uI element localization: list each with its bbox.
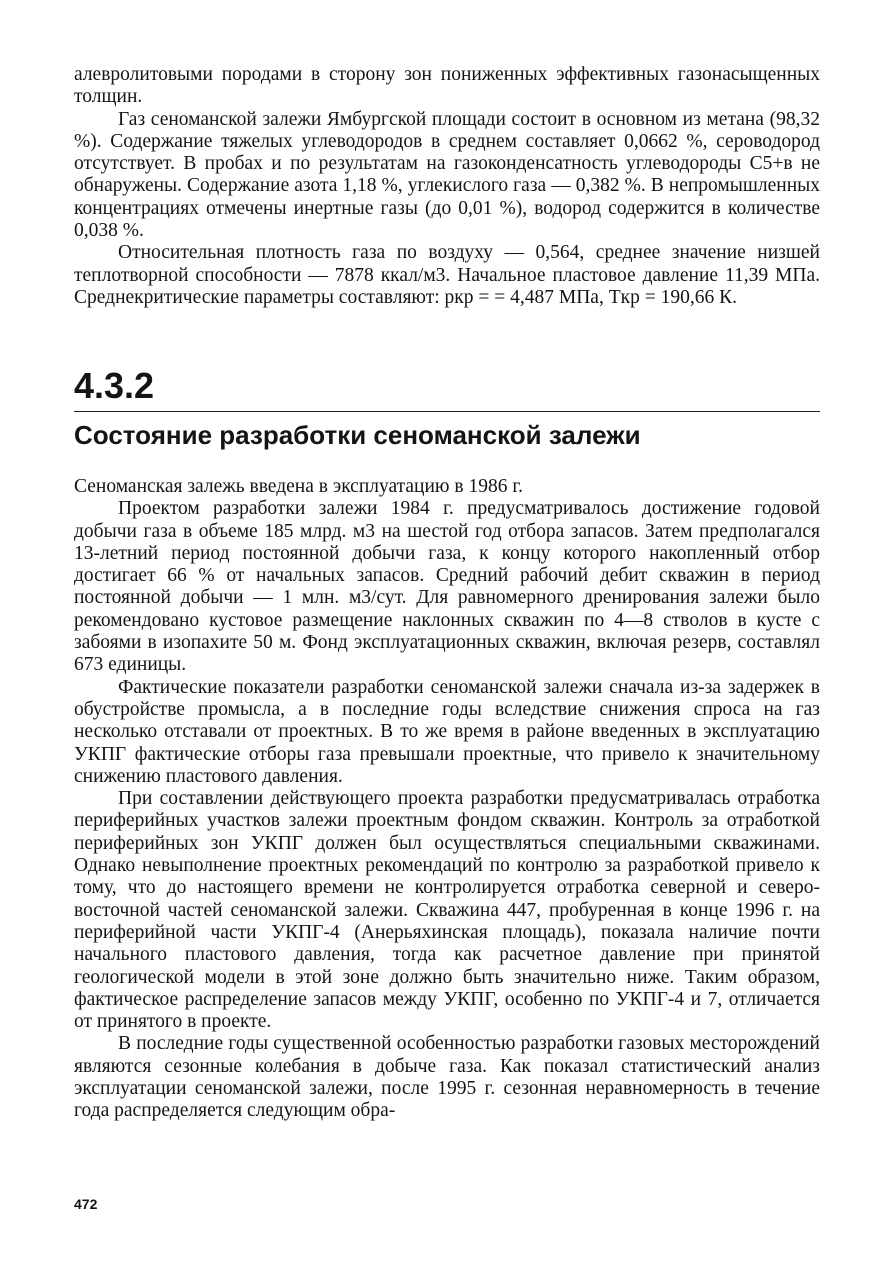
section-divider [74, 411, 820, 412]
section-number: 4.3.2 [74, 365, 155, 406]
paragraph-seasonal: В последние годы существенной особенностью разработки газовых месторождений являются сезонные колебания в добыче газа. Как показал статистический анализ эксплуатации сеноманской залежи, после 1995 г. сезонная неравномерность в течение года распределяется следующим обра- [74, 1033, 820, 1122]
paragraph-gas-properties: Относительная плотность газа по воздуху — 0,564, среднее значение низшей теплотворной способности — 7878 ккал/м3. Начальное пластовое давление 11,39 МПа. Среднекритические параметры составляют: pкр = = 4,487 МПа, Tкр = 190,66 К. [74, 242, 820, 308]
text-column-main [74, 476, 820, 1123]
section-title: Состояние разработки сеноманской залежи [74, 420, 641, 450]
paragraph-actual-indicators: Фактические показатели разработки сеноманской залежи сначала из-за задержек в обустройстве промысла, а в последние годы вследствие снижения спроса на газ несколько отставали от проектных. В то же время в районе введенных в эксплуатацию УКПГ фактические отборы газа превышали проектные, что привело к значительному снижению пластового давления. [74, 676, 820, 787]
paragraph-periphery: При составлении действующего проекта разработки предусматривалась отработка периферийных участков залежи проектным фондом скважин. Контроль за отработкой периферийных зон УКПГ должен был осуществляться специальными скважинами. Однако невыполнение проектных рекомендаций по контролю за разработкой привело к тому, что до настоящего времени не контролируется отработка северной и северо-восточной частей сеноманской залежи. Скважина 447, пробуренная в конце 1996 г. на периферийной части УКПГ-4 (Анерьяхинская площадь), показала наличие почти начального пластового давления, тогда как расчетное давление при принятой геологической модели в этой зоне должно быть значительно ниже. Таким образом, фактическое распределение запасов между УКПГ, особенно по УКПГ-4 и 7, отличается от принятого в проекте. [74, 788, 820, 1033]
page-number: 472 [74, 1196, 98, 1212]
text-column-top [74, 64, 820, 309]
paragraph-project-1984: Проектом разработки залежи 1984 г. предусматривалось достижение годовой добычи газа в объеме 185 млрд. м3 на шестой год отбора запасов. Затем предполагался 13-летний период постоянной добычи газа, к концу которого накопленный отбор достигает 66 % от начальных запасов. Средний рабочий дебит скважин в период постоянной добычи — 1 млн. м3/сут. Для равномерного дренирования залежи было рекомендовано кустовое размещение наклонных скважин по 4—8 стволов в кусте с забоями в изопахите 50 м. Фонд эксплуатационных скважин, включая резерв, составлял 673 единицы. [74, 498, 820, 676]
paragraph-gas-composition: Газ сеноманской залежи Ямбургской площади состоит в основном из метана (98,32 %). Содержание тяжелых углеводородов в среднем составляет 0,0662 %, сероводород отсутствует. В пробах и по результатам на газоконденсатность углеводороды C5+в не обнаружены. Содержание азота 1,18 %, углекислого газа — 0,382 %. В непромышленных концентрациях отмечены инертные газы (до 0,01 %), водород содержится в количестве 0,038 %. [74, 108, 820, 242]
paragraph-continuation: алевролитовыми породами в сторону зон пониженных эффективных газонасыщенных толщин. [74, 64, 820, 108]
paragraph-intro: Сеноманская залежь введена в эксплуатацию в 1986 г. [74, 476, 524, 497]
